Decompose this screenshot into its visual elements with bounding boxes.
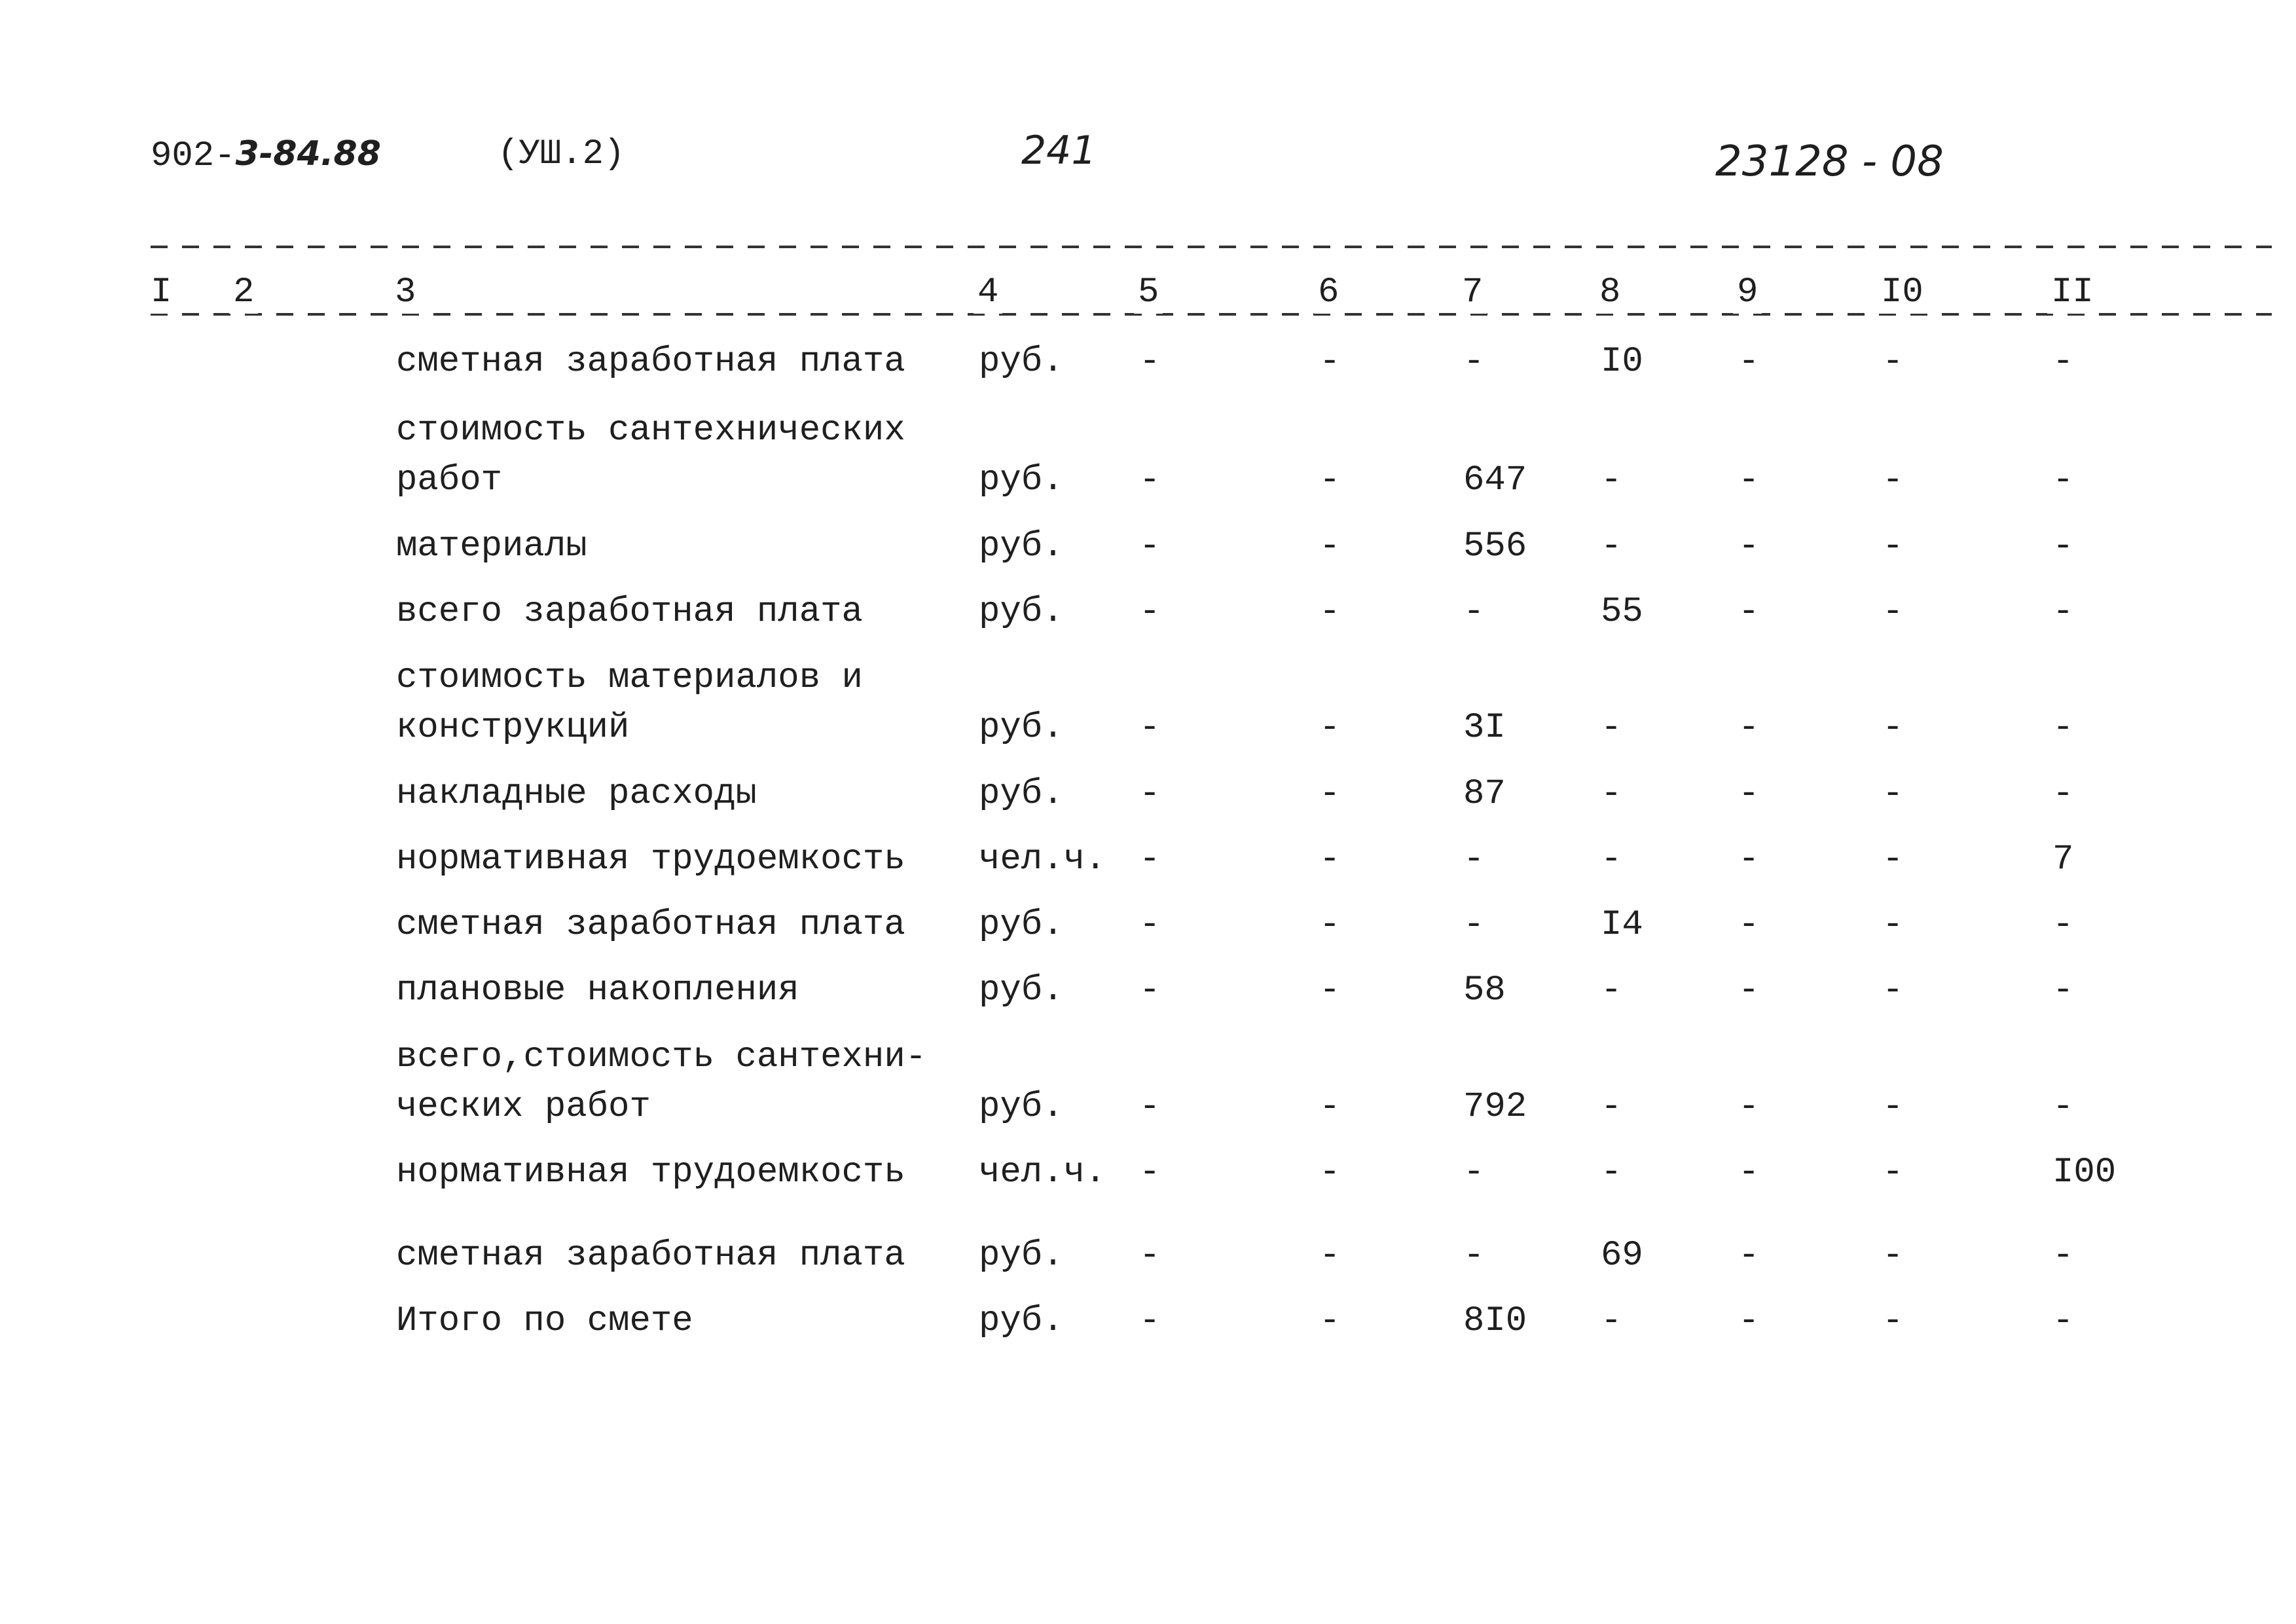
- document-code-printed: 902-: [151, 136, 236, 176]
- column-number: 8: [1595, 272, 1624, 314]
- cell-col9: -: [1738, 774, 1760, 814]
- cell-col7: -: [1463, 905, 1485, 945]
- document-code-handwritten: 3-84.88: [235, 134, 381, 174]
- row-description: сметная заработная плата: [396, 1236, 905, 1276]
- cell-col9: -: [1738, 592, 1760, 632]
- cell-col6: -: [1319, 708, 1341, 748]
- cell-col9: -: [1738, 970, 1760, 1010]
- cell-col7: -: [1463, 1153, 1485, 1192]
- column-number: 9: [1733, 272, 1762, 314]
- cell-col8: -: [1601, 774, 1622, 814]
- cell-col6: -: [1319, 342, 1341, 382]
- row-description: материалы: [396, 526, 587, 566]
- cell-col10: -: [1882, 1236, 1904, 1276]
- cell-col10: -: [1882, 774, 1904, 814]
- cell-col10: -: [1882, 592, 1904, 632]
- row-unit: руб.: [979, 342, 1064, 382]
- cell-col5: -: [1139, 1301, 1161, 1341]
- cell-col11: -: [2052, 592, 2074, 632]
- cell-col6: -: [1319, 526, 1341, 566]
- cell-col6: -: [1319, 1236, 1341, 1276]
- cell-col8: I0: [1601, 342, 1643, 382]
- cell-col6: -: [1319, 592, 1341, 632]
- cell-col11: -: [2052, 1087, 2074, 1127]
- row-description: сметная заработная плата: [396, 905, 905, 945]
- inventory-number: 23128 - 08: [1715, 138, 1944, 186]
- cell-col8: -: [1601, 460, 1622, 500]
- cell-col6: -: [1319, 905, 1341, 945]
- cell-col9: -: [1738, 840, 1760, 879]
- cell-col7: 647: [1463, 460, 1527, 500]
- cell-col5: -: [1139, 774, 1161, 814]
- row-description: всего,стоимость сантехни- ческих работ: [396, 1037, 927, 1127]
- cell-col5: -: [1139, 970, 1161, 1010]
- cell-col8: 69: [1601, 1236, 1643, 1276]
- cell-col5: -: [1139, 592, 1161, 632]
- cell-col11: -: [2052, 708, 2074, 748]
- cell-col7: 87: [1463, 774, 1506, 814]
- cell-col5: -: [1139, 905, 1161, 945]
- row-description: нормативная трудоемкость: [396, 1153, 905, 1192]
- cell-col8: -: [1601, 526, 1622, 566]
- cell-col6: -: [1319, 970, 1341, 1010]
- row-description: Итого по смете: [396, 1301, 693, 1341]
- column-number: 4: [974, 272, 1002, 314]
- cell-col8: -: [1601, 1087, 1622, 1127]
- row-unit: руб.: [979, 1301, 1064, 1341]
- row-unit: руб.: [979, 774, 1064, 814]
- cell-col11: -: [2052, 460, 2074, 500]
- cell-col9: -: [1738, 1153, 1760, 1192]
- cell-col6: -: [1319, 1301, 1341, 1341]
- cell-col8: -: [1601, 708, 1622, 748]
- cell-col11: -: [2052, 526, 2074, 566]
- row-unit: чел.ч.: [979, 1153, 1106, 1192]
- cell-col10: -: [1882, 526, 1904, 566]
- row-unit: руб.: [979, 1087, 1064, 1127]
- cell-col6: -: [1319, 774, 1341, 814]
- column-number: II: [2047, 272, 2098, 314]
- cell-col10: -: [1882, 342, 1904, 382]
- row-unit: руб.: [979, 905, 1064, 945]
- row-description: накладные расходы: [396, 774, 757, 814]
- row-description: сметная заработная плата: [396, 342, 905, 382]
- cell-col7: 3I: [1463, 708, 1506, 748]
- cell-col7: 58: [1463, 970, 1506, 1010]
- cell-col10: -: [1882, 840, 1904, 879]
- column-number: 2: [229, 272, 258, 314]
- cell-col10: -: [1882, 708, 1904, 748]
- cell-col8: -: [1601, 840, 1622, 879]
- cell-col5: -: [1139, 342, 1161, 382]
- cell-col7: -: [1463, 1236, 1485, 1276]
- cell-col7: -: [1463, 342, 1485, 382]
- row-unit: руб.: [979, 526, 1064, 566]
- row-unit: чел.ч.: [979, 840, 1106, 879]
- cell-col5: -: [1139, 1236, 1161, 1276]
- row-unit: руб.: [979, 970, 1064, 1010]
- sheet-reference: (УШ.2): [498, 134, 625, 174]
- cell-col5: -: [1139, 708, 1161, 748]
- cell-col10: -: [1882, 1153, 1904, 1192]
- cell-col7: 556: [1463, 526, 1527, 566]
- cell-col10: -: [1882, 905, 1904, 945]
- column-number: 7: [1458, 272, 1487, 314]
- cell-col11: I00: [2052, 1153, 2117, 1192]
- cell-col7: 8I0: [1463, 1301, 1527, 1341]
- row-unit: руб.: [979, 708, 1064, 748]
- header-rule: [151, 246, 2272, 248]
- column-number-rule: [151, 313, 2272, 316]
- cell-col11: -: [2052, 970, 2074, 1010]
- row-description: стоимость материалов и конструкций: [396, 658, 863, 748]
- row-description: плановые накопления: [396, 970, 799, 1010]
- cell-col5: -: [1139, 1087, 1161, 1127]
- row-description: стоимость сантехнических работ: [396, 411, 905, 500]
- page-number: 241: [1021, 128, 1097, 174]
- cell-col11: -: [2052, 1236, 2074, 1276]
- cell-col11: 7: [2052, 840, 2074, 879]
- cell-col9: -: [1738, 1236, 1760, 1276]
- row-description: всего заработная плата: [396, 592, 863, 632]
- cell-col7: -: [1463, 840, 1485, 879]
- cell-col7: 792: [1463, 1087, 1527, 1127]
- cell-col8: -: [1601, 970, 1622, 1010]
- cell-col8: 55: [1601, 592, 1643, 632]
- cell-col6: -: [1319, 840, 1341, 879]
- cell-col5: -: [1139, 840, 1161, 879]
- cell-col10: -: [1882, 460, 1904, 500]
- document-code: [151, 134, 381, 176]
- cell-col11: -: [2052, 774, 2074, 814]
- cell-col11: -: [2052, 342, 2074, 382]
- cell-col9: -: [1738, 708, 1760, 748]
- cell-col10: -: [1882, 970, 1904, 1010]
- cell-col8: I4: [1601, 905, 1643, 945]
- row-unit: руб.: [979, 592, 1064, 632]
- cell-col9: -: [1738, 1301, 1760, 1341]
- cell-col9: -: [1738, 342, 1760, 382]
- column-number: 3: [391, 272, 420, 314]
- cell-col9: -: [1738, 905, 1760, 945]
- column-number: 6: [1314, 272, 1343, 314]
- column-number: I: [147, 272, 175, 314]
- cell-col10: -: [1882, 1301, 1904, 1341]
- cell-col6: -: [1319, 1153, 1341, 1192]
- cell-col9: -: [1738, 460, 1760, 500]
- cell-col6: -: [1319, 1087, 1341, 1127]
- row-unit: руб.: [979, 1236, 1064, 1276]
- cell-col11: -: [2052, 905, 2074, 945]
- cell-col9: -: [1738, 526, 1760, 566]
- row-description: нормативная трудоемкость: [396, 840, 905, 879]
- cell-col9: -: [1738, 1087, 1760, 1127]
- cell-col11: -: [2052, 1301, 2074, 1341]
- cell-col6: -: [1319, 460, 1341, 500]
- cell-col10: -: [1882, 1087, 1904, 1127]
- column-number: 5: [1134, 272, 1163, 314]
- cell-col5: -: [1139, 1153, 1161, 1192]
- cell-col5: -: [1139, 460, 1161, 500]
- row-unit: руб.: [979, 460, 1064, 500]
- cell-col8: -: [1601, 1301, 1622, 1341]
- column-number: I0: [1877, 272, 1927, 314]
- cell-col8: -: [1601, 1153, 1622, 1192]
- cell-col5: -: [1139, 526, 1161, 566]
- cell-col7: -: [1463, 592, 1485, 632]
